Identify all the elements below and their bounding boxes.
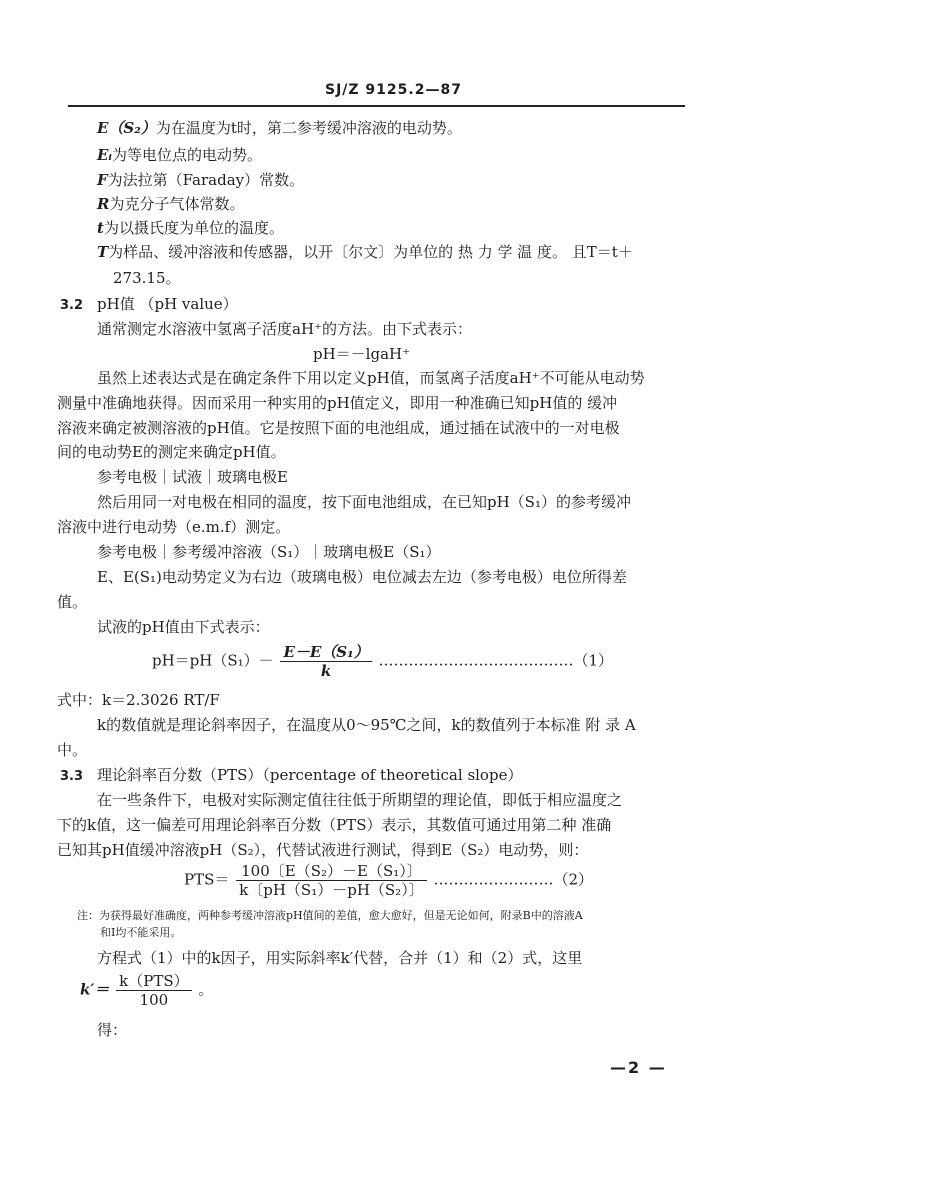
section-title: pH值 （pH value） (97, 295, 238, 313)
equation-2 (184, 862, 593, 899)
equation-end: 。 (198, 980, 214, 999)
equation-lhs: k′＝ (80, 980, 110, 999)
def-text: 为等电位点的电动势。 (112, 146, 263, 164)
equation-lhs: PTS＝ (184, 870, 230, 889)
def-t (97, 218, 284, 238)
def-symbol: T (97, 243, 109, 261)
def-text: 为以摄氏度为单位的温度。 (103, 219, 284, 237)
def-text: 为在温度为t时，第二参考缓冲溶液的电动势。 (155, 119, 462, 137)
paragraph-line: 虽然上述表达式是在确定条件下用以定义pH值，而氢离子活度aH⁺不可能从电动势 (97, 369, 645, 387)
def-symbol: E（S₂） (97, 119, 156, 137)
fraction-numerator: k（PTS） (116, 972, 191, 991)
note-line: 注：为获得最好准确度，两种参考缓冲溶液pH值间的差值，愈大愈好，但是无论如何，附录B中的溶液A (77, 909, 583, 922)
def-r (97, 194, 244, 214)
fraction-denominator: k (320, 662, 332, 680)
section-3-3-heading (60, 765, 522, 787)
equation-lhs: pH＝pH（S₁）－ (152, 651, 274, 670)
equation-3 (80, 972, 213, 1009)
section-number: 3.2 (60, 298, 84, 313)
paragraph-line: 试液的pH值由下式表示： (97, 618, 270, 636)
def-f (97, 170, 304, 190)
equation-fraction (236, 862, 427, 899)
def-symbol: F (97, 171, 108, 189)
equation-fraction (280, 643, 371, 680)
paragraph-line: 在一些条件下，电极对实际测定值往往低于所期望的理论值，即低于相应温度之 (97, 791, 623, 809)
def-T-cont: 273.15。 (113, 269, 181, 287)
def-e-i (97, 145, 262, 165)
fraction-denominator: 100 (139, 991, 169, 1009)
fraction-denominator: k〔pH（S₁）－pH（S₂）〕 (239, 881, 424, 899)
section-3-2-heading (60, 294, 238, 316)
paragraph-line: 中。 (57, 741, 88, 759)
paragraph-line: 下的k值，这一偏差可用理论斜率百分数（PTS）表示，其数值可通过用第二种 准确 (57, 816, 612, 834)
fraction-numerator: 100〔E（S₂）－E（S₁）〕 (236, 862, 427, 881)
where-clause: 式中：k＝2.3026 RT/F (57, 691, 220, 709)
def-text: 为法拉第（Faraday）常数。 (107, 171, 305, 189)
paragraph-line: k的数值就是理论斜率因子，在温度从0～95℃之间，k的数值列于本标准 附 录 A (97, 716, 636, 734)
def-text: 为样品、缓冲溶液和传感器，以开〔尔文〕为单位的 热 力 学 温 度。 且T＝t＋ (108, 243, 633, 261)
equation-leader-dots: …………………………………（1） (378, 651, 614, 670)
paragraph-line: 间的电动势E的测定来确定pH值。 (57, 443, 286, 461)
def-e-s2 (97, 118, 462, 138)
paragraph-line: 已知其pH值缓冲溶液pH（S₂），代替试液进行测试，得到E（S₂）电动势，则： (57, 841, 589, 859)
note-line: 和I均不能采用。 (100, 926, 182, 939)
section-number: 3.3 (60, 769, 84, 784)
equation-1 (152, 643, 613, 680)
cell-composition-1: 参考电极｜试液｜玻璃电极E (97, 468, 288, 486)
paragraph-line: E、E(S₁)电动势定义为右边（玻璃电极）电位减去左边（参考电极）电位所得差 (97, 568, 627, 586)
def-text: 为克分子气体常数。 (109, 195, 245, 213)
ph-definition-formula: pH＝－lgaH⁺ (313, 345, 411, 363)
cell-composition-2: 参考电极｜参考缓冲溶液（S₁）｜玻璃电极E（S₁） (97, 543, 441, 561)
section-title: 理论斜率百分数（PTS）（percentage of theoretical slope） (97, 766, 523, 784)
equation-leader-dots: ……………………（2） (433, 870, 594, 889)
paragraph-line: 测量中准确地获得。因而采用一种实用的pH值定义，即用一种准确已知pH值的 缓冲 (57, 394, 618, 412)
paragraph-line: 方程式（1）中的k因子，用实际斜率k′代替，合并（1）和（2）式，这里 (97, 949, 583, 967)
paragraph-line: 然后用同一对电极在相同的温度，按下面电池组成，在已知pH（S₁）的参考缓冲 (97, 493, 631, 511)
header-rule (68, 105, 685, 107)
def-symbol: Eᵢ (97, 146, 113, 164)
standard-code-header: SJ/Z 9125.2—87 (325, 82, 462, 98)
ph-intro: 通常测定水溶液中氢离子活度aH⁺的方法。由下式表示： (97, 320, 472, 338)
paragraph-line: 得： (97, 1021, 128, 1039)
paragraph-line: 值。 (57, 593, 88, 611)
paragraph-line: 溶液来确定被测溶液的pH值。它是按照下面的电池组成，通过插在试液中的一对电极 (57, 419, 620, 437)
def-symbol: t (97, 219, 104, 237)
equation-fraction (116, 972, 191, 1009)
def-T (97, 242, 633, 262)
fraction-numerator: E－E（S₁） (280, 643, 371, 662)
paragraph-line: 溶液中进行电动势（e.m.f）测定。 (57, 518, 291, 536)
def-symbol: R (97, 195, 110, 213)
page-number: —2 — (610, 1058, 667, 1077)
